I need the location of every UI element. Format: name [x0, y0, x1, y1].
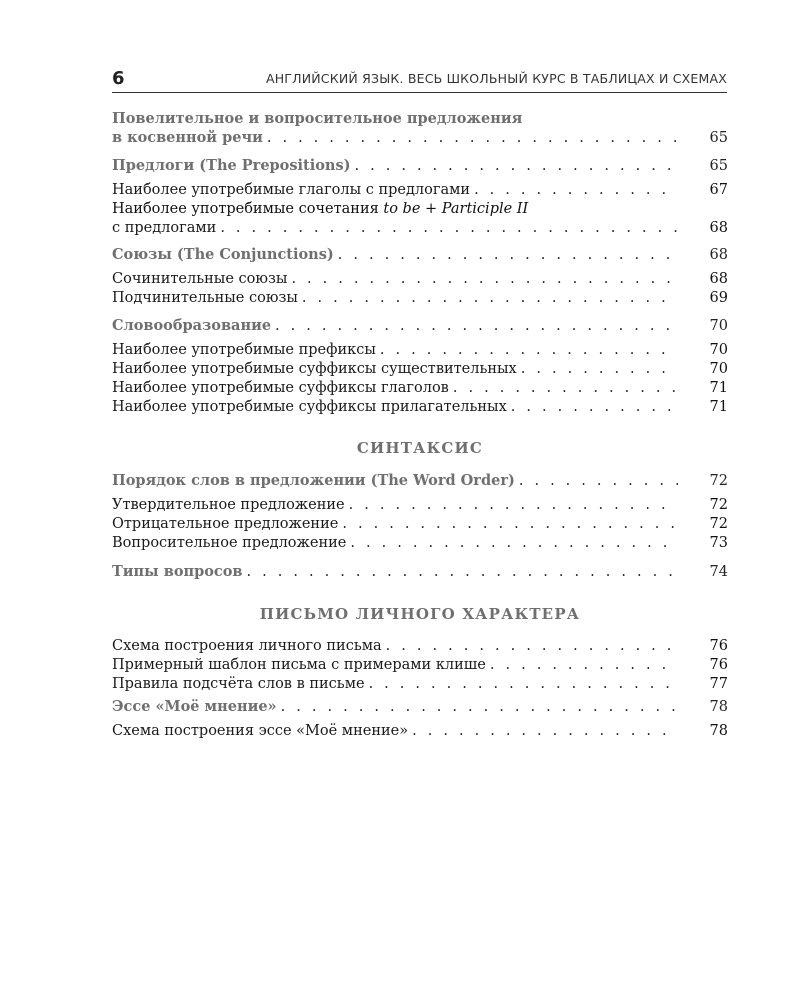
- toc-section-prepositions: [112, 156, 728, 176]
- toc-section-conjunctions: [112, 245, 728, 265]
- toc-entry-label-prefix: Наиболее употребимые сочетания: [112, 201, 384, 217]
- toc-entry-label: Сочинительные союзы: [112, 271, 288, 287]
- toc-entry-letter-template: [112, 655, 728, 675]
- toc-entry-label: Наиболее употребимые префиксы: [112, 342, 376, 358]
- dot-leader: [302, 288, 678, 308]
- dot-leader: [354, 156, 678, 176]
- toc-page-number: 68: [709, 247, 728, 263]
- toc-entry-affirmative: [112, 495, 728, 515]
- toc-entry-label: Утвердительное предложение: [112, 497, 345, 513]
- toc-page-number: 71: [709, 399, 728, 415]
- toc-entry-label: Отрицательное предложение: [112, 516, 339, 532]
- toc-entry-label: с предлогами: [112, 220, 217, 236]
- dot-leader: [275, 316, 678, 336]
- toc-page-number: 78: [709, 723, 728, 739]
- toc-entry-subordinating: [112, 288, 728, 308]
- dot-leader: [267, 128, 678, 148]
- toc-entry-label-italic: to be + Participle II: [383, 201, 529, 217]
- toc-page-number: 71: [709, 380, 728, 396]
- toc-entry-label: Вопросительное предложение: [112, 535, 347, 551]
- dot-leader: [247, 562, 679, 582]
- toc-entry-label: Схема построения личного письма: [112, 638, 382, 654]
- toc-page-number: 76: [709, 638, 728, 654]
- dot-leader: [386, 636, 678, 656]
- dot-leader: [338, 245, 678, 265]
- page-header: [112, 68, 727, 93]
- toc-entry-prefixes: [112, 340, 728, 360]
- toc-entry-label: Правила подсчёта слов в письме: [112, 676, 365, 692]
- toc-section-word-formation: [112, 316, 728, 336]
- toc-entry-negative: [112, 514, 728, 534]
- toc-page-number: 72: [709, 516, 728, 532]
- dot-leader: [369, 674, 678, 694]
- dot-leader: [474, 180, 678, 200]
- toc-page-number: 73: [709, 535, 728, 551]
- dot-leader: [220, 218, 678, 238]
- dot-leader: [519, 471, 678, 491]
- toc-page-number: 72: [709, 497, 728, 513]
- dot-leader: [521, 359, 678, 379]
- toc-heading-letter: ПИСЬМО ЛИЧНОГО ХАРАКТЕРА: [259, 605, 581, 623]
- dot-leader: [490, 655, 678, 675]
- dot-leader: [412, 721, 678, 741]
- toc-entry-label: Словообразование: [112, 317, 272, 334]
- toc-entry-coordinating: [112, 269, 728, 289]
- toc-entry-word-count: [112, 674, 728, 694]
- toc-section-imperative-line1: Повелительное и вопросительное предложения: [112, 110, 523, 127]
- dot-leader: [291, 269, 678, 289]
- dot-leader: [281, 697, 678, 717]
- toc-entry-label: Подчинительные союзы: [112, 290, 298, 306]
- toc-entry-to-be-participle: [112, 218, 728, 238]
- toc-entry-label: Предлоги (The Prepositions): [112, 157, 351, 174]
- toc-entry-label: Порядок слов в предложении (The Word Order): [112, 472, 515, 489]
- toc-entry-verbs-with-prepositions: [112, 180, 728, 200]
- dot-leader: [350, 533, 678, 553]
- toc-entry-label: Типы вопросов: [112, 563, 243, 580]
- page-number: 6: [112, 68, 125, 89]
- toc-section-question-types: [112, 562, 728, 582]
- toc-entry-interrogative: [112, 533, 728, 553]
- dot-leader: [511, 397, 678, 417]
- toc-heading-syntax: СИНТАКСИС: [356, 439, 484, 457]
- dot-leader: [380, 340, 678, 360]
- toc-entry-verb-suffixes: [112, 378, 728, 398]
- toc-entry-noun-suffixes: [112, 359, 728, 379]
- toc-entry-to-be-participle-line1: [112, 199, 528, 219]
- toc-entry-label: Наиболее употребимые суффиксы глаголов: [112, 380, 449, 396]
- toc-page-number: 67: [709, 182, 728, 198]
- dot-leader: [349, 495, 678, 515]
- toc-entry-label: Примерный шаблон письма с примерами клише: [112, 657, 486, 673]
- toc-entry-label: Эссе «Моё мнение»: [112, 698, 277, 715]
- toc-entry-label: в косвенной речи: [112, 129, 263, 146]
- toc-page-number: 68: [709, 220, 728, 236]
- toc-section-essay: [112, 697, 728, 717]
- toc-page-number: 76: [709, 657, 728, 673]
- running-title: АНГЛИЙСКИЙ ЯЗЫК. ВЕСЬ ШКОЛЬНЫЙ КУРС В ТАБЛИЦАХ И СХЕМАХ: [265, 71, 727, 86]
- toc-page-number: 72: [709, 473, 728, 489]
- toc-page-number: 77: [709, 676, 728, 692]
- toc-page-number: 68: [709, 271, 728, 287]
- toc-section-word-order: [112, 471, 728, 491]
- toc-page-number: 65: [709, 130, 728, 146]
- toc-page-number: 65: [709, 158, 728, 174]
- toc-page-number: 70: [709, 342, 728, 358]
- dot-leader: [453, 378, 678, 398]
- dot-leader: [342, 514, 678, 534]
- toc-page-number: 70: [709, 361, 728, 377]
- toc-section-imperative: [112, 128, 728, 148]
- toc-page-number: 70: [709, 318, 728, 334]
- toc-entry-label: Наиболее употребимые суффиксы прилагательных: [112, 399, 507, 415]
- toc-entry-letter-scheme: [112, 636, 728, 656]
- toc-entry-essay-scheme: [112, 721, 728, 741]
- toc-entry-label: Наиболее употребимые суффиксы существительных: [112, 361, 517, 377]
- toc-entry-label: Схема построения эссе «Моё мнение»: [112, 723, 409, 739]
- toc-page-number: 69: [709, 290, 728, 306]
- toc-entry-label: Наиболее употребимые глаголы с предлогами: [112, 182, 471, 198]
- toc-page-number: 78: [709, 699, 728, 715]
- toc-entry-label: Союзы (The Conjunctions): [112, 246, 334, 263]
- toc-entry-adj-suffixes: [112, 397, 728, 417]
- toc-page-number: 74: [709, 564, 728, 580]
